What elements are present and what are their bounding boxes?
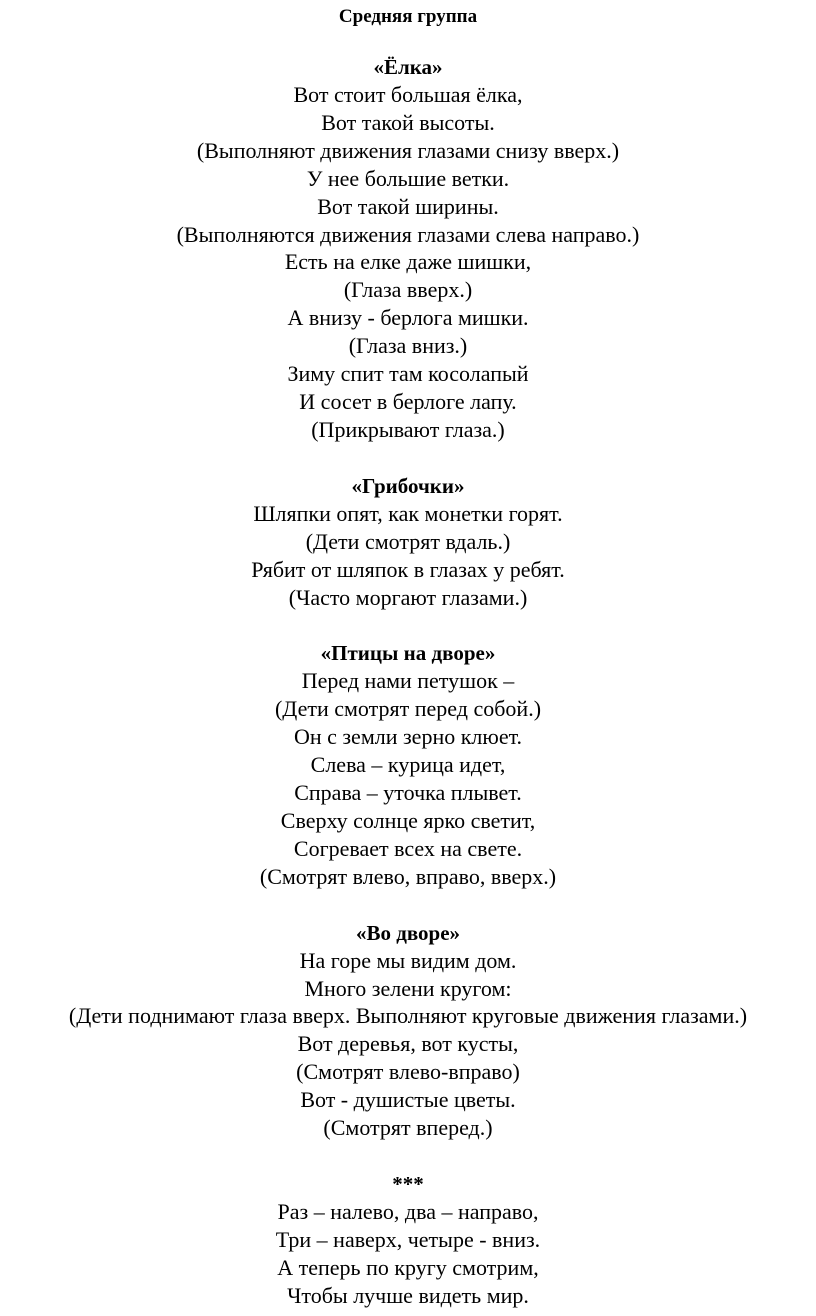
poem-line: Он с земли зерно клюет. — [293, 724, 523, 750]
section-title: «Птицы на дворе» — [320, 641, 496, 666]
poem-line: (Смотрят влево-вправо) — [296, 1059, 520, 1085]
poem-line: Слева – курица идет, — [310, 752, 506, 778]
section-title: «Во дворе» — [355, 920, 461, 945]
section-spacer — [0, 444, 816, 472]
poem-line: Шляпки опят, как монетки горят. — [253, 500, 563, 526]
section-title: *** — [392, 1172, 424, 1196]
poem-line: И сосет в берлоге лапу. — [299, 388, 517, 414]
poem-line: (Прикрывают глаза.) — [311, 416, 505, 442]
poem-line: Есть на елке даже шишки, — [284, 249, 532, 275]
poem-line: Рябит от шляпок в глазах у ребят. — [251, 556, 565, 582]
section-spacer — [0, 891, 816, 919]
poem-line: Раз – налево, два – направо, — [277, 1199, 539, 1224]
poem-line: (Смотрят вперед.) — [323, 1115, 493, 1141]
poem-line: Вот такой ширины. — [317, 193, 499, 219]
poem-line: Три – наверх, четыре - вниз. — [275, 1226, 541, 1252]
page-title: Средняя группа — [338, 6, 478, 27]
poem-line: На горе мы видим дом. — [299, 947, 517, 973]
poem-line: (Дети смотрят вдаль.) — [305, 528, 511, 554]
poem-line: Много зелени кругом: — [304, 975, 512, 1001]
poem-section — [0, 472, 816, 612]
poem-line: (Смотрят влево, вправо, вверх.) — [259, 863, 557, 889]
section-title: «Ёлка» — [373, 55, 443, 79]
poem-line: Сверху солнце ярко светит, — [280, 807, 536, 833]
poem-line: (Глаза вниз.) — [348, 333, 468, 359]
section-spacer — [0, 611, 816, 639]
poem-line: (Дети смотрят перед собой.) — [274, 696, 542, 722]
poem-line: (Выполняются движения глазами слева направо.) — [176, 221, 640, 247]
poem-line: (Глаза вверх.) — [343, 277, 473, 303]
poem-line: Вот стоит большая ёлка, — [293, 82, 523, 107]
poem-line: Вот деревья, вот кусты, — [297, 1031, 519, 1057]
section-title: «Грибочки» — [351, 473, 465, 498]
poem-sections — [0, 53, 816, 1310]
poem-line: Перед нами петушок – — [301, 668, 515, 694]
poem-section — [0, 1170, 816, 1310]
spacer — [0, 31, 816, 53]
poem-section — [0, 53, 816, 444]
poem-line: Чтобы лучше видеть мир. — [287, 1282, 529, 1308]
poem-line: Справа – уточка плывет. — [294, 780, 522, 806]
poem-line: Вот такой высоты. — [321, 109, 495, 135]
poem-line: А теперь по кругу смотрим, — [277, 1254, 539, 1280]
poem-line: (Часто моргают глазами.) — [288, 584, 528, 610]
poem-line: А внизу - берлога мишки. — [287, 305, 529, 331]
poem-line: Согревает всех на свете. — [293, 835, 523, 861]
poem-line: Зиму спит там косолапый — [287, 361, 529, 387]
poem-line: (Выполняют движения глазами снизу вверх.) — [196, 137, 620, 163]
poem-section — [0, 639, 816, 890]
poem-line: (Дети поднимают глаза вверх. Выполняют круговые движения глазами.) — [68, 1003, 748, 1029]
section-spacer — [0, 1142, 816, 1170]
poem-line: Вот - душистые цветы. — [300, 1087, 516, 1113]
poem-line: У нее большие ветки. — [306, 165, 510, 191]
poem-section — [0, 919, 816, 1142]
